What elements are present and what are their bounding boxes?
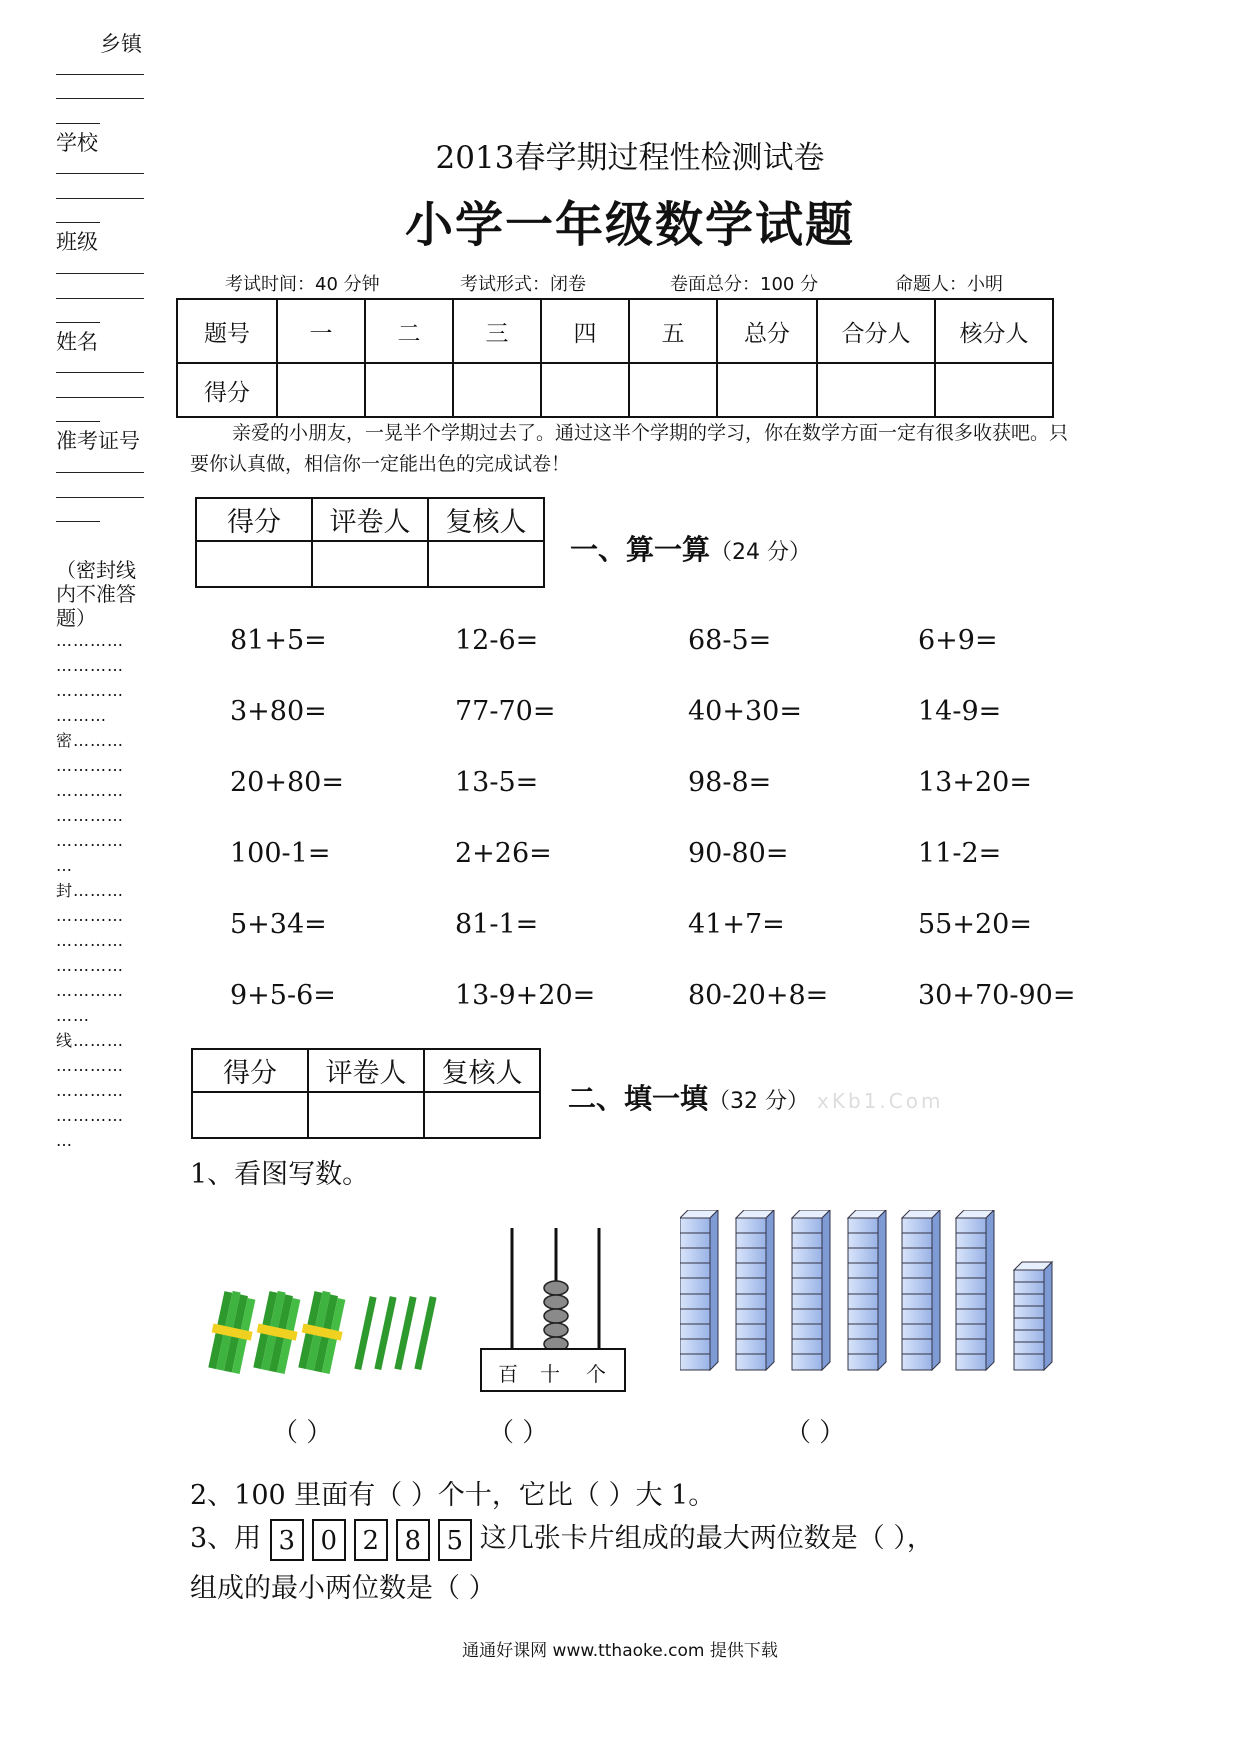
score-header-cell: 核分人 [935, 299, 1053, 363]
seal-mi: 密 [56, 731, 74, 750]
calc-problem: 13-9+20= [455, 980, 596, 1011]
calc-problem: 90-80= [688, 838, 789, 869]
score-header-cell: 一 [277, 299, 365, 363]
grader-cell[interactable] [192, 1092, 308, 1138]
seal-dots: 封……… ………… ………… ………… ………… …… [56, 881, 125, 1025]
ones-cubes [1014, 1262, 1052, 1370]
calc-problem: 13-5= [455, 767, 539, 798]
exam-no-label: 准考证号 [56, 429, 140, 453]
calc-problem: 11-2= [918, 838, 1002, 869]
grader-table-2 [191, 1048, 541, 1139]
grader-reviewer-label: 评卷人 [312, 498, 428, 541]
number-card: 8 [396, 1519, 430, 1561]
score-cell[interactable] [817, 363, 935, 417]
single-stick [394, 1296, 416, 1370]
abacus-label-tens: 十 [540, 1362, 560, 1386]
score-cell[interactable] [453, 363, 541, 417]
seal-dots: 线……… ………… ………… ………… … [56, 1031, 125, 1150]
calc-problem: 6+9= [918, 625, 998, 656]
name-line [56, 397, 144, 398]
calc-problem: 77-70= [455, 696, 556, 727]
grader-checker-label: 复核人 [428, 498, 544, 541]
section1-title [570, 528, 811, 568]
calc-problem: 98-8= [688, 767, 772, 798]
exam-no-line [56, 521, 100, 522]
school-label: 学校 [56, 131, 98, 155]
calc-problem: 68-5= [688, 625, 772, 656]
number-card: 3 [270, 1519, 304, 1561]
calc-problem: 5+34= [230, 909, 327, 940]
calc-problem: 2+26= [455, 838, 552, 869]
grader-reviewer-label: 评卷人 [308, 1049, 424, 1092]
calc-problem: 80-20+8= [688, 980, 829, 1011]
grader-cell[interactable] [428, 541, 544, 587]
exam-title: 小学一年级数学试题 [404, 197, 855, 253]
question-3-line2: 组成的最小两位数是（ ） [190, 1573, 496, 1604]
calc-problem: 41+7= [688, 909, 785, 940]
calc-problem: 14-9= [918, 696, 1002, 727]
town-line [56, 74, 144, 75]
section2-title [568, 1077, 943, 1117]
answer-blank-3[interactable]: （ ） [785, 1418, 846, 1448]
score-header-cell: 四 [541, 299, 629, 363]
stick-bundle [204, 1288, 260, 1375]
exam-no-line [56, 421, 100, 422]
seal-feng: 封 [56, 881, 74, 900]
watermark: xKb1.Com [817, 1089, 944, 1113]
ten-blocks-image [680, 1210, 1060, 1380]
abacus-bead [544, 1309, 568, 1323]
ten-rod [792, 1210, 830, 1370]
town-line [56, 98, 144, 99]
question-2: 2、100 里面有（ ）个十，它比（ ）大 1。 [190, 1480, 716, 1511]
score-table [176, 298, 1054, 418]
ten-rod [680, 1210, 718, 1370]
exam-total: 卷面总分：100 分 [670, 274, 819, 295]
score-header-cell: 题号 [177, 299, 277, 363]
grader-table-1 [195, 497, 545, 588]
calc-problem: 100-1= [230, 838, 331, 869]
grader-checker-label: 复核人 [424, 1049, 540, 1092]
exam-time: 考试时间：40 分钟 [225, 274, 380, 295]
footer-text: 通通好课网 www.tthaoke.com 提供下载 [462, 1641, 778, 1661]
seal-dots: 密……… ………… ………… ………… ………… … [56, 731, 125, 875]
abacus-label-hundreds: 百 [498, 1362, 518, 1386]
grader-cell[interactable] [196, 541, 312, 587]
intro-text: 亲爱的小朋友，一晃半个学期过去了。通过这半个学期的学习，你在数学方面一定有很多收获吧。只要你认真做，相信你一定能出色的完成试卷！ [190, 422, 1069, 475]
question-3-suffix: 这几张卡片组成的最大两位数是（ ）， [479, 1523, 934, 1554]
calc-problem: 20+80= [230, 767, 344, 798]
score-cell[interactable] [935, 363, 1053, 417]
class-line [56, 273, 144, 274]
town-label: 乡镇 [100, 32, 142, 56]
ten-rod [848, 1210, 886, 1370]
calc-problem: 40+30= [688, 696, 802, 727]
stick-bundle [294, 1288, 350, 1375]
section1-points: （24 分） [710, 540, 812, 565]
name-label: 姓名 [56, 330, 98, 354]
seal-dots: ………… ………… ………… ……… [56, 631, 124, 725]
ten-rod [902, 1210, 940, 1370]
seal-note: （密封线内不准答题） [56, 558, 136, 630]
abacus-image [480, 1228, 630, 1390]
number-card: 2 [354, 1519, 388, 1561]
section1-title-text: 一、算一算 [570, 533, 711, 566]
single-stick [374, 1296, 396, 1370]
score-header-cell: 总分 [717, 299, 817, 363]
answer-blank-2[interactable]: （ ） [488, 1418, 549, 1448]
name-line [56, 372, 144, 373]
exam-no-line [56, 497, 144, 498]
score-header-cell: 二 [365, 299, 453, 363]
abacus-bead [544, 1337, 568, 1348]
calc-problem: 30+70-90= [918, 980, 1076, 1011]
abacus-label-ones: 个 [586, 1362, 606, 1386]
abacus-bead [544, 1323, 568, 1337]
exam-subtitle: 2013春学期过程性检测试卷 [435, 140, 825, 176]
school-line [56, 123, 100, 124]
answer-blank-1[interactable]: （ ） [272, 1418, 333, 1448]
question-1: 1、看图写数。 [190, 1159, 370, 1190]
calc-problem: 81+5= [230, 625, 327, 656]
abacus-rods [480, 1228, 630, 1348]
single-stick [414, 1296, 436, 1370]
abacus-bead [544, 1295, 568, 1309]
name-line [56, 322, 100, 323]
grader-cell[interactable] [424, 1092, 540, 1138]
score-cell[interactable] [365, 363, 453, 417]
class-line [56, 298, 144, 299]
score-header-cell: 三 [453, 299, 541, 363]
question-3 [190, 1516, 934, 1561]
number-card: 5 [438, 1519, 472, 1561]
grader-score-label: 得分 [196, 498, 312, 541]
section2-title-text: 二、填一填 [568, 1082, 709, 1115]
score-cell[interactable] [277, 363, 365, 417]
ten-rod [956, 1210, 994, 1370]
score-cell[interactable] [717, 363, 817, 417]
ten-rod [736, 1210, 774, 1370]
score-cell[interactable] [541, 363, 629, 417]
section2-points: （32 分） [708, 1089, 810, 1114]
score-header-cell: 五 [629, 299, 717, 363]
calc-problem: 12-6= [455, 625, 539, 656]
calc-problem: 3+80= [230, 696, 327, 727]
grader-cell[interactable] [308, 1092, 424, 1138]
stick-bundles-image [204, 1288, 444, 1378]
score-row-label: 得分 [177, 363, 277, 417]
calc-problem: 81-1= [455, 909, 539, 940]
number-card: 0 [312, 1519, 346, 1561]
stick-bundle [249, 1288, 305, 1375]
score-cell[interactable] [629, 363, 717, 417]
question-3-prefix: 3、用 [190, 1523, 262, 1554]
class-label: 班级 [56, 230, 98, 254]
exam-no-line [56, 472, 144, 473]
exam-form: 考试形式：闭卷 [460, 274, 586, 295]
grader-score-label: 得分 [192, 1049, 308, 1092]
grader-cell[interactable] [312, 541, 428, 587]
calc-problem: 55+20= [918, 909, 1032, 940]
seal-xian: 线 [56, 1031, 74, 1050]
calc-problem: 9+5-6= [230, 980, 336, 1011]
score-header-cell: 合分人 [817, 299, 935, 363]
abacus-base [480, 1348, 626, 1392]
calc-problem: 13+20= [918, 767, 1032, 798]
single-stick [354, 1296, 376, 1370]
exam-author: 命题人：小明 [895, 274, 1003, 295]
abacus-bead [544, 1281, 568, 1295]
